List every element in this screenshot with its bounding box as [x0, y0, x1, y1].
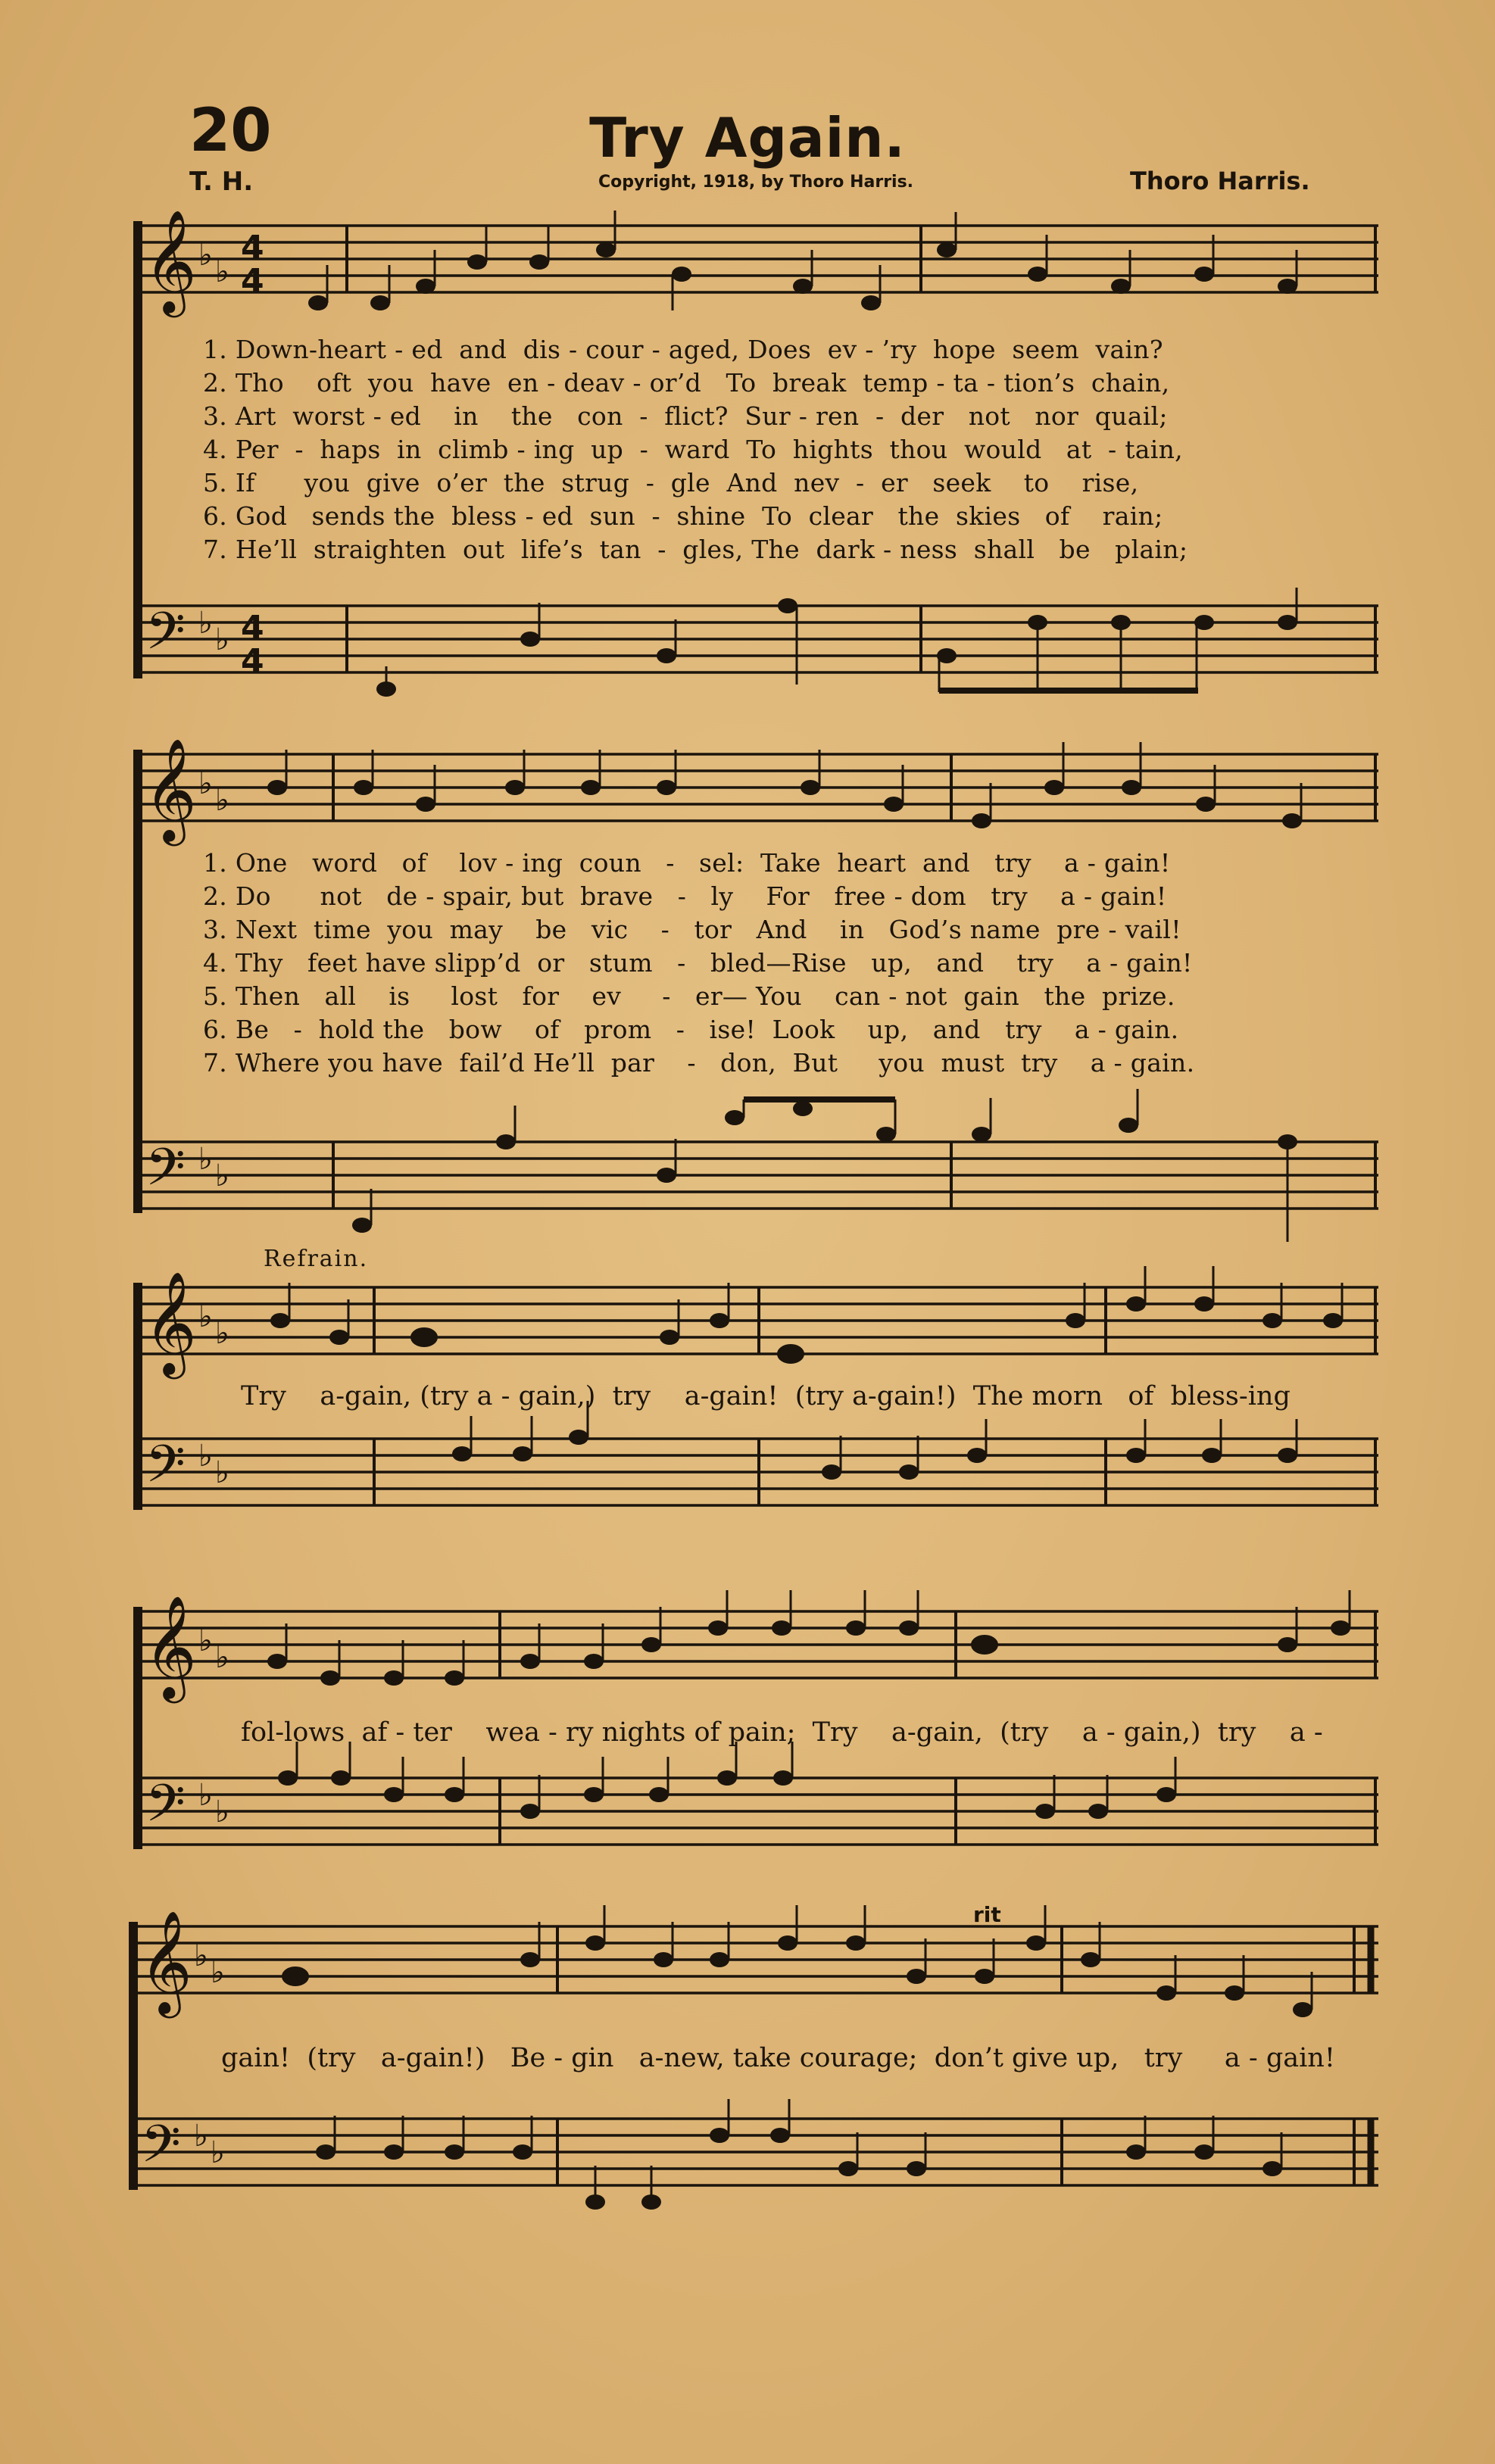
svg-text:♭: ♭: [198, 1623, 213, 1658]
stanza-line-7a: 7. He’ll straighten out life’s tan - gles, The dark - ness shall be plain;: [203, 535, 1188, 564]
svg-text:𝄢: 𝄢: [145, 1435, 186, 1507]
svg-text:𝄞: 𝄞: [144, 1594, 197, 1698]
stanza-line-6a: 6. God sends the bless - ed sun - shine To clear the skies of rain;: [203, 501, 1163, 531]
svg-text:♭: ♭: [198, 1299, 213, 1334]
hymn-title: Try Again.: [589, 106, 906, 170]
svg-text:♭: ♭: [198, 606, 213, 641]
svg-text:♭: ♭: [211, 1955, 225, 1990]
stanza-line-1b: 1. One word of lov - ing coun - sel: Take heart and try a - gain!: [203, 848, 1171, 878]
stanza-line-2a: 2. Tho oft you have en - deav - or’d To break temp - ta - tion’s chain,: [203, 368, 1170, 398]
copyright-notice: Copyright, 1918, by Thoro Harris.: [598, 173, 914, 192]
svg-text:♭: ♭: [215, 1316, 229, 1351]
svg-text:♭: ♭: [215, 1455, 229, 1490]
stanza-line-3b: 3. Next time you may be vic - tor And in God’s name pre - vail!: [203, 915, 1181, 944]
stanza-line-7b: 7. Where you have fail’d He’ll par - don, But you must try a - gain.: [203, 1048, 1195, 1078]
svg-text:♭: ♭: [215, 622, 229, 657]
svg-text:♭: ♭: [215, 254, 229, 289]
svg-text:♭: ♭: [198, 1439, 213, 1474]
stanza-line-4a: 4. Per - haps in climb - ing up - ward To hights thou would at - tain,: [203, 435, 1183, 464]
svg-text:♭: ♭: [198, 238, 213, 273]
refrain-line-1: Try a-gain, (try a - gain,) try a-gain! (try a-gain!) The morn of bless-ing: [241, 1381, 1291, 1411]
refrain-line-2: fol-lows af - ter wea - ry nights of pain; Try a-gain, (try a - gain,) try a -: [241, 1717, 1323, 1748]
svg-text:𝄢: 𝄢: [141, 2115, 181, 2187]
svg-text:♭: ♭: [211, 2135, 225, 2170]
svg-text:𝄞: 𝄞: [144, 737, 197, 841]
svg-text:4: 4: [241, 262, 264, 301]
stanza-line-1a: 1. Down-heart - ed and dis - cour - aged, Does ev - ’ry hope seem vain?: [203, 335, 1163, 364]
svg-text:♭: ♭: [215, 1795, 229, 1829]
svg-text:♭: ♭: [194, 1938, 208, 1973]
svg-text:♭: ♭: [194, 2119, 208, 2154]
svg-text:♭: ♭: [215, 1159, 229, 1193]
refrain-line-3: gain! (try a-gain!) Be - gin a-new, take courage; don’t give up, try a - gain!: [221, 2043, 1335, 2073]
stanza-line-4b: 4. Thy feet have slipp’d or stum - bled—Rise up, and try a - gain!: [203, 948, 1193, 978]
svg-text:♭: ♭: [215, 1640, 229, 1675]
svg-text:𝄞: 𝄞: [144, 208, 197, 313]
stanza-line-3a: 3. Art worst - ed in the con - flict? Sur - ren - der not nor quail;: [203, 401, 1168, 431]
svg-text:𝄞: 𝄞: [144, 1270, 197, 1374]
svg-text:4: 4: [241, 229, 264, 267]
svg-text:𝄞: 𝄞: [139, 1909, 192, 2013]
svg-text:♭: ♭: [215, 783, 229, 818]
stanza-line-2b: 2. Do not de - spair, but brave - ly For free - dom try a - gain!: [203, 881, 1167, 911]
composer-name: Thoro Harris.: [1130, 167, 1310, 195]
svg-text:𝄢: 𝄢: [145, 1138, 186, 1210]
hymn-number: 20: [189, 97, 272, 165]
svg-text:♭: ♭: [198, 766, 213, 801]
stanza-line-5b: 5. Then all is lost for ev - er— You can - not gain the prize.: [203, 981, 1175, 1011]
svg-text:♭: ♭: [198, 1142, 213, 1177]
ritardando-mark: rit: [973, 1902, 1001, 1927]
stanza-line-6b: 6. Be - hold the bow of prom - ise! Look up, and try a - gain.: [203, 1015, 1179, 1044]
svg-text:4: 4: [241, 609, 264, 647]
lyricist-initials: T. H.: [189, 167, 254, 197]
svg-text:𝄢: 𝄢: [145, 602, 186, 674]
svg-text:♭: ♭: [198, 1778, 213, 1813]
svg-text:4: 4: [241, 642, 264, 681]
svg-text:𝄢: 𝄢: [145, 1774, 186, 1846]
refrain-label: Refrain.: [264, 1246, 369, 1272]
stanza-line-5a: 5. If you give o’er the strug - gle And nev - er seek to rise,: [203, 468, 1139, 497]
